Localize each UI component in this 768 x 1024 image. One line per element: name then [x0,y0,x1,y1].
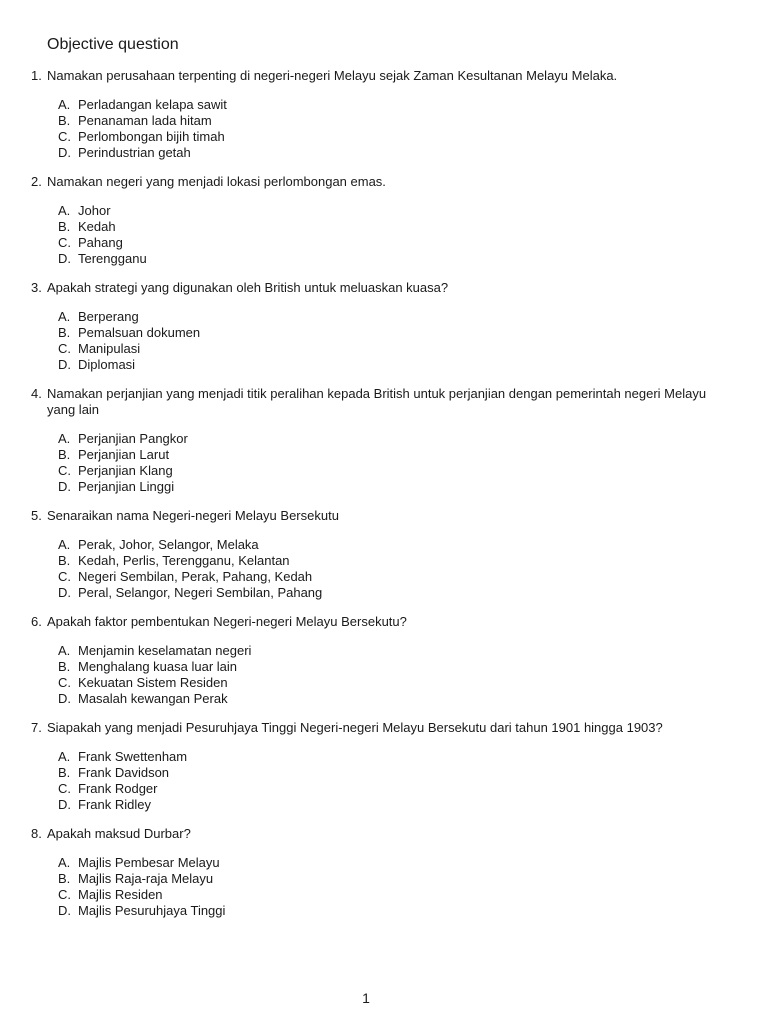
option-letter: D. [58,691,71,706]
option-letter: B. [58,447,71,462]
question-number: 5. [31,508,42,523]
option-letter: D. [58,479,71,494]
option-letter: A. [58,855,71,870]
question-item [0,826,768,919]
question-list [0,68,768,932]
option-letter: C. [58,569,71,584]
question-stem [0,174,707,190]
answer-option [0,887,768,903]
option-text: Menghalang kuasa luar lain [78,659,237,674]
answer-option [0,447,768,463]
option-text: Terengganu [78,251,147,266]
question-stem [0,386,707,418]
answer-option [0,749,768,765]
option-letter: B. [58,765,71,780]
option-letter: D. [58,797,71,812]
answer-option [0,479,768,495]
option-letter: A. [58,97,71,112]
answer-option [0,871,768,887]
answer-option [0,585,768,601]
question-text: Namakan perusahaan terpenting di negeri-negeri Melayu sejak Zaman Kesultanan Melayu Melaka. [47,68,618,83]
option-text: Menjamin keselamatan negeri [78,643,252,658]
answer-option [0,251,768,267]
answer-option [0,553,768,569]
option-text: Perlombongan bijih timah [78,129,225,144]
option-text: Diplomasi [78,357,136,372]
option-letter: D. [58,251,71,266]
answer-option [0,691,768,707]
answer-option [0,659,768,675]
option-letter: B. [58,219,71,234]
option-letter: C. [58,675,71,690]
answer-options [0,749,768,813]
option-letter: D. [58,145,71,160]
question-stem [0,280,707,296]
option-text: Kedah [78,219,116,234]
answer-option [0,145,768,161]
option-text: Negeri Sembilan, Perak, Pahang, Kedah [78,569,313,584]
option-text: Perindustrian getah [78,145,191,160]
option-letter: C. [58,887,71,902]
question-stem [0,68,707,84]
option-letter: B. [58,113,71,128]
option-text: Kekuatan Sistem Residen [78,675,228,690]
option-text: Frank Rodger [78,781,158,796]
option-text: Majlis Raja-raja Melayu [78,871,214,886]
page-number: 1 [362,990,370,1006]
answer-option [0,325,768,341]
answer-options [0,537,768,601]
option-text: Penanaman lada hitam [78,113,212,128]
option-letter: A. [58,537,71,552]
option-text: Perjanjian Pangkor [78,431,188,446]
answer-option [0,431,768,447]
answer-option [0,463,768,479]
option-letter: B. [58,325,71,340]
question-item [0,280,768,373]
option-letter: C. [58,129,71,144]
answer-option [0,219,768,235]
option-letter: B. [58,553,71,568]
option-text: Majlis Residen [78,887,163,902]
option-letter: B. [58,871,71,886]
answer-option [0,357,768,373]
option-text: Manipulasi [78,341,141,356]
option-text: Majlis Pembesar Melayu [78,855,220,870]
question-stem [0,614,707,630]
answer-option [0,341,768,357]
question-stem [0,720,707,736]
option-letter: A. [58,749,71,764]
answer-option [0,569,768,585]
question-text: Siapakah yang menjadi Pesuruhjaya Tinggi Negeri-negeri Melayu Bersekutu dari tahun 1901 hingga 1903? [47,720,663,735]
page-title: Objective question [47,36,179,53]
question-stem [0,508,707,524]
answer-option [0,675,768,691]
option-text: Kedah, Perlis, Terengganu, Kelantan [78,553,290,568]
answer-option [0,765,768,781]
answer-option [0,781,768,797]
answer-option [0,113,768,129]
question-text: Namakan negeri yang menjadi lokasi perlombongan emas. [47,174,386,189]
answer-options [0,855,768,919]
option-text: Perladangan kelapa sawit [78,97,227,112]
option-letter: A. [58,643,71,658]
option-text: Frank Ridley [78,797,151,812]
question-text: Apakah faktor pembentukan Negeri-negeri Melayu Bersekutu? [47,614,407,629]
option-text: Berperang [78,309,139,324]
answer-options [0,203,768,267]
option-letter: D. [58,357,71,372]
answer-options [0,97,768,161]
question-item [0,174,768,267]
option-letter: C. [58,341,71,356]
option-text: Masalah kewangan Perak [78,691,228,706]
option-letter: C. [58,781,71,796]
question-item [0,614,768,707]
question-item [0,508,768,601]
option-letter: D. [58,903,71,918]
question-number: 3. [31,280,42,295]
option-text: Pahang [78,235,123,250]
answer-option [0,203,768,219]
option-text: Perjanjian Klang [78,463,173,478]
answer-option [0,903,768,919]
question-number: 1. [31,68,42,83]
question-number: 4. [31,386,42,401]
option-letter: B. [58,659,71,674]
option-letter: A. [58,309,71,324]
question-number: 2. [31,174,42,189]
question-number: 6. [31,614,42,629]
option-text: Perak, Johor, Selangor, Melaka [78,537,259,552]
answer-option [0,235,768,251]
question-stem [0,826,707,842]
question-number: 7. [31,720,42,735]
answer-option [0,855,768,871]
option-text: Frank Davidson [78,765,170,780]
option-text: Frank Swettenham [78,749,188,764]
question-text: Senaraikan nama Negeri-negeri Melayu Bersekutu [47,508,339,523]
question-text: Apakah maksud Durbar? [47,826,191,841]
question-text: Namakan perjanjian yang menjadi titik peralihan kepada British untuk perjanjian dengan pemerintah negeri Melayu yang lain [47,386,707,417]
answer-options [0,431,768,495]
option-text: Peral, Selangor, Negeri Sembilan, Pahang [78,585,323,600]
question-text: Apakah strategi yang digunakan oleh British untuk meluaskan kuasa? [47,280,449,295]
question-item [0,386,768,495]
answer-option [0,797,768,813]
option-text: Johor [78,203,111,218]
answer-option [0,97,768,113]
option-letter: A. [58,203,71,218]
answer-option [0,129,768,145]
answer-option [0,537,768,553]
question-item [0,68,768,161]
option-text: Perjanjian Larut [78,447,170,462]
answer-options [0,643,768,707]
option-text: Majlis Pesuruhjaya Tinggi [78,903,226,918]
option-text: Pemalsuan dokumen [78,325,201,340]
option-letter: C. [58,235,71,250]
option-letter: C. [58,463,71,478]
question-item [0,720,768,813]
question-number: 8. [31,826,42,841]
option-letter: D. [58,585,71,600]
option-text: Perjanjian Linggi [78,479,175,494]
answer-option [0,309,768,325]
answer-option [0,643,768,659]
option-letter: A. [58,431,71,446]
answer-options [0,309,768,373]
